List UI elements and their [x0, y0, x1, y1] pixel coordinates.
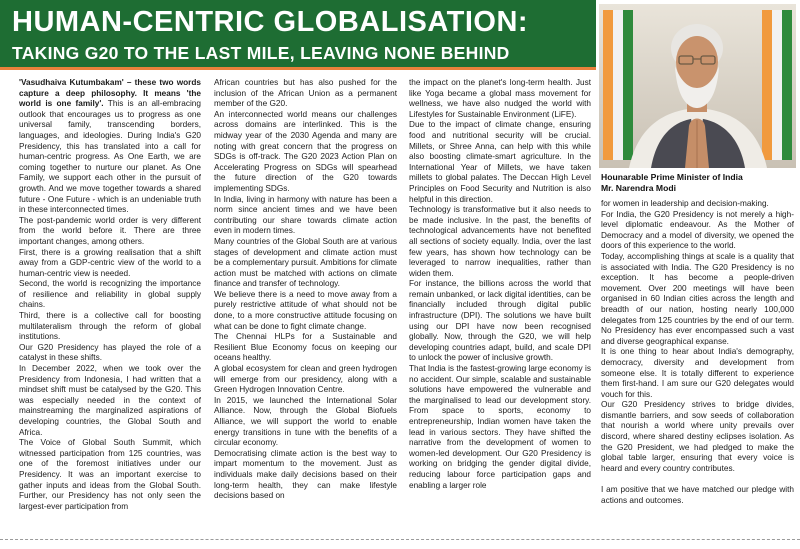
article-paragraph: the impact on the planet's long-term health. Just like Yoga became a global mass movement for wellness, we have also nudged the world with Lifestyles for Sustainable Environment (LiFE).: [409, 78, 591, 119]
article-paragraph: Our G20 Presidency strives to bridge divides, dismantle barriers, and sow seeds of collaboration that nourish a world where unity prevails over discord, where shared destiny eclipses isolation. As the G20 President, we had pledged to make the global table larger, ensuring that every voice is heard and every country contributes.: [601, 400, 794, 473]
article-paragraph: In 2015, we launched the International Solar Alliance. Now, through the Global Biofuels Alliance, we will support the world to enable energy transitions in tune with the benefits of a circular economy.: [214, 395, 397, 448]
article-column-2: [214, 78, 397, 536]
article-paragraph: Many countries of the Global South are at various stages of development and climate action must be a complementary pursuit. Ambitions for climate action must be matched with actions on climate finance and transfer of technology.: [214, 236, 397, 289]
article-paragraph: A global ecosystem for clean and green hydrogen will emerge from our presidency, along with a Green Hydrogen Innovation Centre.: [214, 364, 397, 395]
article-paragraph: The post-pandemic world order is very different from the world before it. There are three important changes, among others.: [19, 215, 201, 246]
article-paragraph: Third, there is a collective call for boosting multilateralism through the reform of global institutions.: [19, 311, 201, 342]
cut-line-divider: [0, 539, 800, 540]
article-paragraph: Democratising climate action is the best way to impart momentum to the movement. Just as individuals make daily decisions based on their long-term health, they can make lifestyle decisions based on: [214, 448, 397, 501]
article-paragraph: Second, the world is recognizing the importance of resilience and reliability in global supply chains.: [19, 279, 201, 310]
article-column-3: [409, 78, 591, 536]
article-paragraph: I am positive that we have matched our pledge with actions and outcomes.: [601, 485, 794, 505]
article-paragraph: [19, 78, 201, 216]
article-paragraph: First, there is a growing realisation that a shift away from a GDP-centric view of the world to a human-centric view is needed.: [19, 247, 201, 278]
headline-banner: [0, 0, 596, 70]
headline-subtitle: TAKING G20 TO THE LAST MILE, LEAVING NONE BEHIND: [12, 43, 510, 63]
photo-caption: [601, 172, 796, 193]
article-paragraph: That India is the fastest-growing large economy is no accident. Our simple, scalable and sustainable solutions have empowered the vulnerable and the marginalised to lead our development story. From space to sports, economy to entrepreneurship, Indian women have taken the lead in various sectors. They have shifted the narrative from the development of women to women-led development. Our G20 Presidency is working on bridging the gender digital divide, reducing labour force participation gaps and enabling a larger role: [409, 364, 591, 490]
article-paragraph: Due to the impact of climate change, ensuring food and nutritional security will be crucial. Millets, or Shree Anna, can help with this while also boosting climate-smart agriculture. In the International Year of Millets, we have taken millets to global palates. The Deccan High Level Principles on Food Security and Nutrition is also helpful in this direction.: [409, 120, 591, 204]
article-paragraph: Today, accomplishing things at scale is a quality that is associated with India. The G20 Presidency is no exception. It has become a people-driven movement. Over 200 meetings will have been organised in 60 Indian cities across the length and breadth of our nation, hosting nearly 100,000 delegates from 125 countries by the end of our term. No Presidency has ever encompassed such a vast and diverse geographical expanse.: [601, 251, 794, 346]
article-paragraph: For instance, the billions across the world that remain unbanked, or lack digital identities, can be financially included through digital public infrastructure (DPI). The solutions we have built using our DPI have now been recognised globally. Now, through the G20, we will help developing countries adapt, build, and scale DPI to unlock the power of inclusive growth.: [409, 279, 591, 363]
article-column-4: [601, 199, 794, 536]
article-paragraph: We believe there is a need to move away from a purely restrictive attitude of what should not be done, to a more constructive attitude focusing on what can be done to fight climate change.: [214, 289, 397, 331]
article-paragraph: The Voice of Global South Summit, which witnessed participation from 125 countries, was one of the foremost initiatives under our Presidency. It was an important exercise to gather inputs and ideas from the Global South. Further, our Presidency has not only seen the largest-ever participation from: [19, 438, 201, 511]
article-paragraph: Our G20 Presidency has played the role of a catalyst in these shifts.: [19, 342, 201, 363]
portrait-illustration: [599, 4, 796, 168]
article-column-1: [19, 78, 201, 536]
article-spacer: [601, 474, 794, 485]
caption-line-name: Mr. Narendra Modi: [601, 182, 676, 193]
article-paragraph: In India, living in harmony with nature has been a norm since ancient times and we have been contributing our share towards climate action even in modern times.: [214, 194, 397, 236]
article-paragraph: In December 2022, when we took over the Presidency from Indonesia, I had written that a mindset shift must be catalysed by the G20. This was especially needed in the context of mainstreaming the marginalized aspirations of developing countries, the Global South and Africa.: [19, 364, 201, 437]
article-paragraph: It is one thing to hear about India's demography, democracy, diversity and development from someone else. It is totally different to experience them first-hand. I am sure our G20 delegates would vouch for this.: [601, 347, 794, 399]
article-paragraph: For India, the G20 Presidency is not merely a high-level diplomatic endeavour. As the Mother of Democracy and a model of diversity, we opened the doors of this experience to the world.: [601, 209, 794, 251]
article-lead: 'Vasudhaiva Kutumbakam' – these two words capture a deep philosophy. It means 'the world is one family'.: [19, 78, 201, 109]
article-paragraph: The Chennai HLPs for a Sustainable and Resilient Blue Economy focus on keeping our oceans healthy.: [214, 332, 397, 363]
article-paragraph: African countries but has also pushed for the inclusion of the African Union as a permanent member of the G20.: [214, 78, 397, 109]
portrait-photo: [599, 4, 796, 168]
article-lead-rest: This is an all-embracing outlook that encourages us to progress as one universal family, transcending borders, languages, and ideologies. During India's G20 Presidency, this has translated into a call for human-centric progress. As One Earth, we are coming together to nurture our planet. As One Family, we support each other in the pursuit of growth. And we move together towards a shared future - One Future - which is an undeniable truth in these interconnected times.: [19, 99, 201, 215]
article-paragraph: Technology is transformative but it also needs to be made inclusive. In the past, the benefits of technological advancements have not benefited all sections of society equally. India, over the last few years, has shown how technology can be leveraged to narrow inequalities, rather than widen them.: [409, 205, 591, 278]
caption-line-title: Hounarable Prime Minister of India: [601, 172, 743, 182]
article-paragraph: for women in leadership and decision-making.: [601, 199, 769, 208]
headline-title: HUMAN-CENTRIC GLOBALISATION:: [12, 6, 529, 38]
article-paragraph: An interconnected world means our challenges across domains are interlinked. This is the midway year of the 2030 Agenda and many are noting with great concern that the progress on SDGs is off-track. The G20 2023 Action Plan on Accelerating Progress on SDGs will spearhead the future direction of the G20 towards implementing SDGs.: [214, 109, 397, 193]
